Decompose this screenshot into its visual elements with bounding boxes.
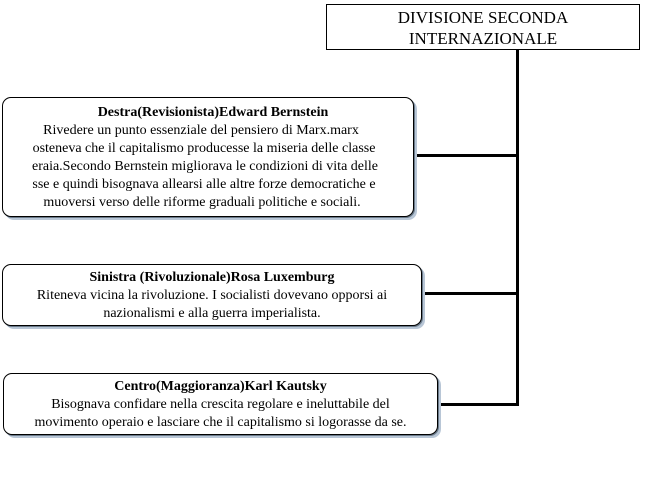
node-centro-line-1: Bisognava confidare nella crescita regolare e ineluttabile del bbox=[51, 397, 390, 412]
trunk-connector bbox=[516, 50, 519, 406]
node-destra-line-2: osteneva che il capitalismo producesse la miseria delle classe bbox=[32, 141, 376, 156]
node-destra-line-5: muoversi verso delle riforme graduali politiche e sociali. bbox=[43, 195, 361, 210]
node-destra-line-3: eraia.Secondo Bernstein migliorava le condizioni di vita delle bbox=[31, 159, 378, 174]
branch-connector-1 bbox=[414, 154, 518, 157]
root-title-line-1: DIVISIONE SECONDA bbox=[397, 8, 569, 27]
node-centro-title: Centro(Maggioranza)Karl Kautsky bbox=[114, 379, 327, 394]
branch-connector-2 bbox=[422, 292, 518, 295]
node-centro bbox=[3, 373, 438, 435]
node-sinistra bbox=[2, 264, 422, 326]
node-destra-line-4: sse e quindi bisognava allearsi alle altre forze democratiche e bbox=[32, 177, 376, 192]
root-node bbox=[326, 4, 640, 50]
node-sinistra-line-2: nazionalismi e alla guerra imperialista. bbox=[103, 306, 321, 321]
node-sinistra-line-1: Riteneva vicina la rivoluzione. I socialisti dovevano opporsi ai bbox=[36, 288, 388, 303]
node-destra-title: Destra(Revisionista)Edward Bernstein bbox=[97, 105, 329, 120]
node-sinistra-title: Sinistra (Rivoluzionale)Rosa Luxemburg bbox=[89, 270, 335, 285]
branch-connector-3 bbox=[438, 403, 518, 406]
root-title-line-2: INTERNAZIONALE bbox=[408, 29, 558, 48]
node-centro-line-2: movimento operaio e lasciare che il capitalismo si logorasse da se. bbox=[34, 415, 407, 430]
node-destra-line-1: Rivedere un punto essenziale del pensiero di Marx.marx bbox=[43, 123, 359, 138]
node-destra bbox=[2, 97, 414, 217]
